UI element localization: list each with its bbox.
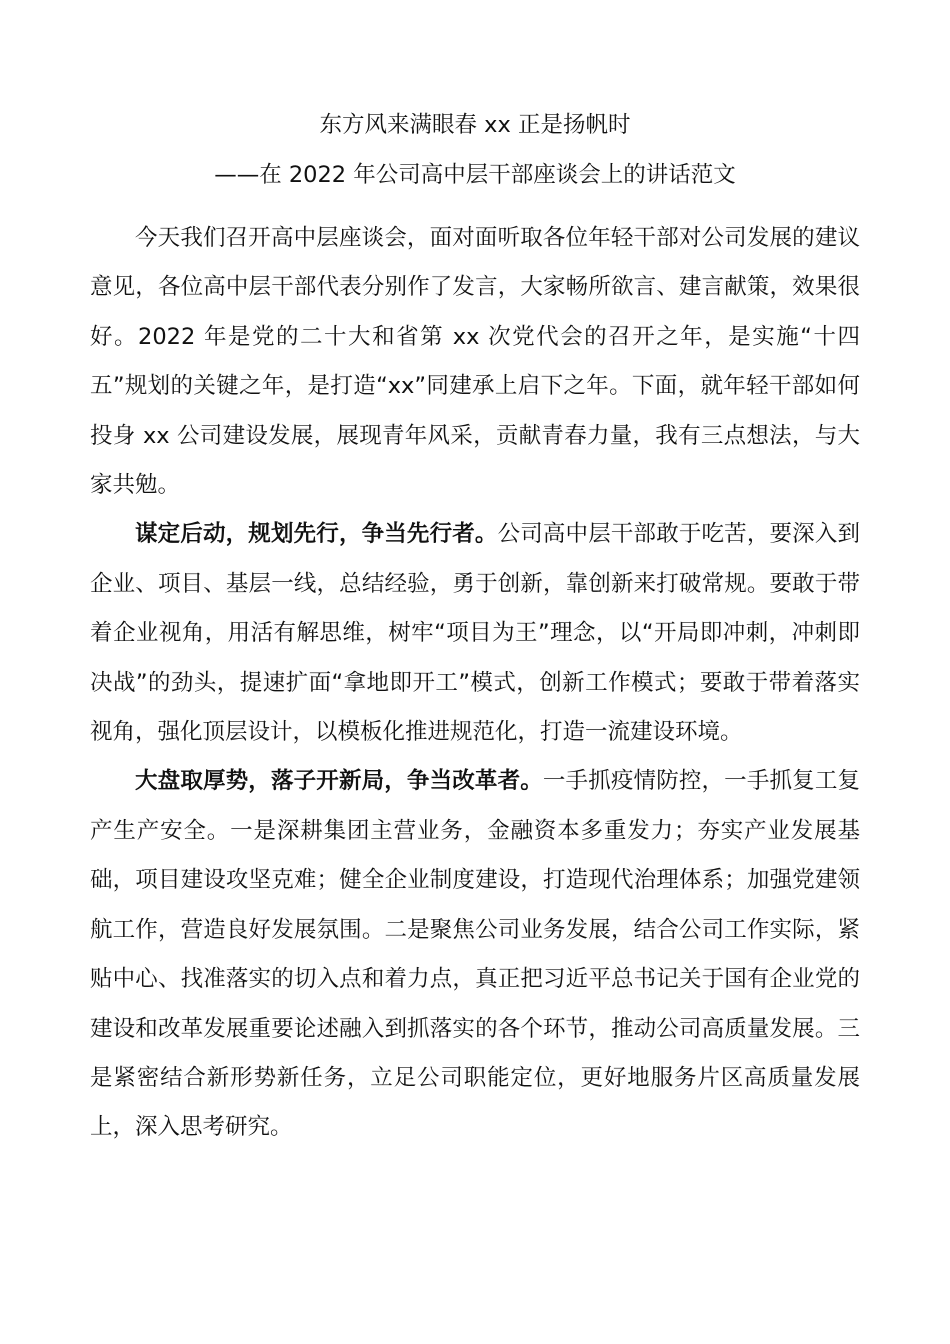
- body-paragraph-intro: [90, 214, 860, 510]
- paragraph-text: 今天我们召开高中层座谈会，面对面听取各位年轻干部对公司发展的建议意见，各位高中层干部代表分别作了发言，大家畅所欲言、建言献策，效果很好。2022 年是党的二十大和省第 xx 次党代会的召开之年，是实施“十四五”规划的关键之年，是打造“xx”同建承上启下之年。下面，就年轻干部如何投身 xx 公司建设发展，展现青年风采，贡献青春力量，我有三点想法，与大家共勉。: [90, 225, 860, 499]
- body-paragraph-point-1: [90, 510, 860, 757]
- paragraph-lead-heading: 大盘取厚势，落子开新局，争当改革者。: [135, 768, 543, 795]
- paragraph-text: 公司高中层干部敢于吃苦，要深入到企业、项目、基层一线，总结经验，勇于创新，靠创新来打破常规。要敢于带着企业视角，用活有解思维，树牢“项目为王”理念，以“开局即冲刺，冲刺即决战”的劲头，提速扩面“拿地即开工”模式，创新工作模式；要敢于带着落实视角，强化顶层设计，以模板化推进规范化，打造一流建设环境。: [90, 521, 860, 746]
- body-paragraph-point-2: [90, 757, 860, 1152]
- paragraph-lead-heading: 谋定后动，规划先行，争当先行者。: [135, 521, 498, 548]
- document-title: 东方风来满眼春 xx 正是扬帆时: [319, 112, 631, 138]
- document-subtitle: ——在 2022 年公司高中层干部座谈会上的讲话范文: [214, 162, 736, 188]
- document-page: [90, 95, 860, 1153]
- paragraph-text: 一手抓疫情防控，一手抓复工复产生产安全。一是深耕集团主营业务，金融资本多重发力；夯实产业发展基础，项目建设攻坚克难；健全企业制度建设，打造现代治理体系；加强党建领航工作，营造良好发展氛围。二是聚焦公司业务发展，结合公司工作实际，紧贴中心、找准落实的切入点和着力点，真正把习近平总书记关于国有企业党的建设和改革发展重要论述融入到抓落实的各个环节，推动公司高质量发展。三是紧密结合新形势新任务，立足公司职能定位，更好地服务片区高质量发展上，深入思考研究。: [90, 768, 860, 1141]
